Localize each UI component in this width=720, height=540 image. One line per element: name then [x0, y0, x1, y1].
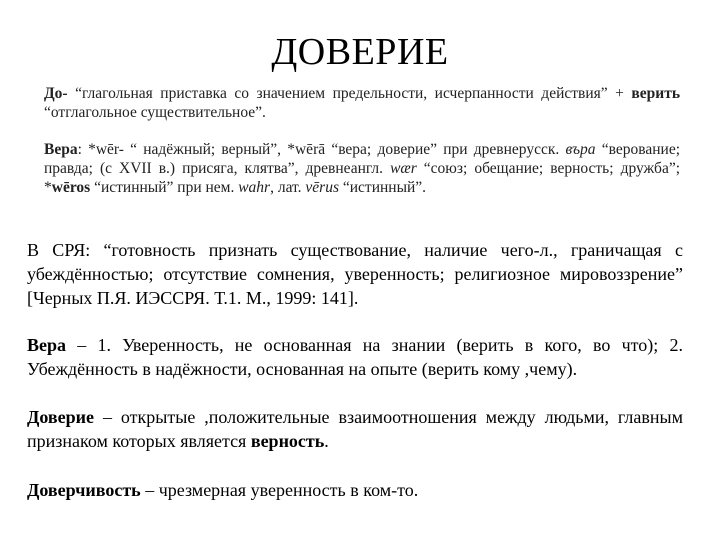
word-verus: vērus — [305, 179, 339, 196]
paragraph-doverie-text: – открытые ,положительные взаимоотношения между людьми, главным признаком которых является — [27, 407, 683, 451]
term-doverie: Доверие — [27, 407, 95, 427]
word-wahr: wahr — [238, 179, 271, 196]
word-vera-old: въра — [565, 141, 596, 158]
etymology-text-2: “верование; правда; (с XVII в.) присяга, клятва”, древнеангл. — [44, 141, 681, 177]
def-verit: “отглагольное существительное”. — [44, 104, 266, 121]
word-weros: wēros — [51, 179, 91, 196]
etymology-text-1: : *wēr- “ надёжный; верный”, *wērā “вера; доверие” при древнерусск. — [77, 141, 560, 158]
paragraph-doverie-end: . — [324, 431, 329, 451]
term-doverchivost: Доверчивость — [27, 480, 141, 500]
etymology-text-3: “союз; обещание; верность; дружба”; * — [44, 160, 681, 196]
etymology-text-6: “истинный”. — [342, 179, 427, 196]
etymology-text-4: “истинный” при нем. — [94, 179, 235, 196]
page-title: ДОВЕРИЕ — [271, 31, 449, 73]
word-waer: wær — [390, 160, 417, 177]
term-vera-def: Вера — [27, 335, 67, 355]
paragraph-vera — [27, 333, 683, 381]
paragraph-doverie — [27, 405, 683, 453]
etymology-text-5: , лат. — [270, 179, 302, 196]
term-vernost: верность — [250, 431, 325, 451]
paragraph-doverchivost-text: – чрезмерная уверенность в ком-то. — [140, 480, 419, 500]
entry-vera — [44, 140, 680, 197]
paragraph-sra — [27, 238, 683, 310]
paragraph-vera-text: – 1. Уверенность, не основанная на знании (верить в кого, во что); 2. Убеждённость в надёжности, основанная на опыте (верить кому ,чему). — [27, 335, 683, 379]
term-do: До- — [44, 85, 68, 102]
entry-do — [44, 84, 680, 122]
dictionary-excerpt — [44, 84, 680, 215]
def-do: “глагольная приставка со значением предельности, исчерпанности действия” + — [75, 85, 624, 102]
term-vera: Вера — [44, 141, 78, 158]
paragraph-sra-text: В СРЯ: “готовность признать существование, наличие чего-л., граничащая с убеждённостью; отсутствие сомнения, уверенность; религиозное мировоззрение” [Черных П.Я. ИЭССРЯ. Т.1. М., 1999: 141]. — [27, 240, 683, 308]
paragraph-doverchivost — [27, 478, 683, 502]
term-verit: верить — [631, 85, 681, 102]
